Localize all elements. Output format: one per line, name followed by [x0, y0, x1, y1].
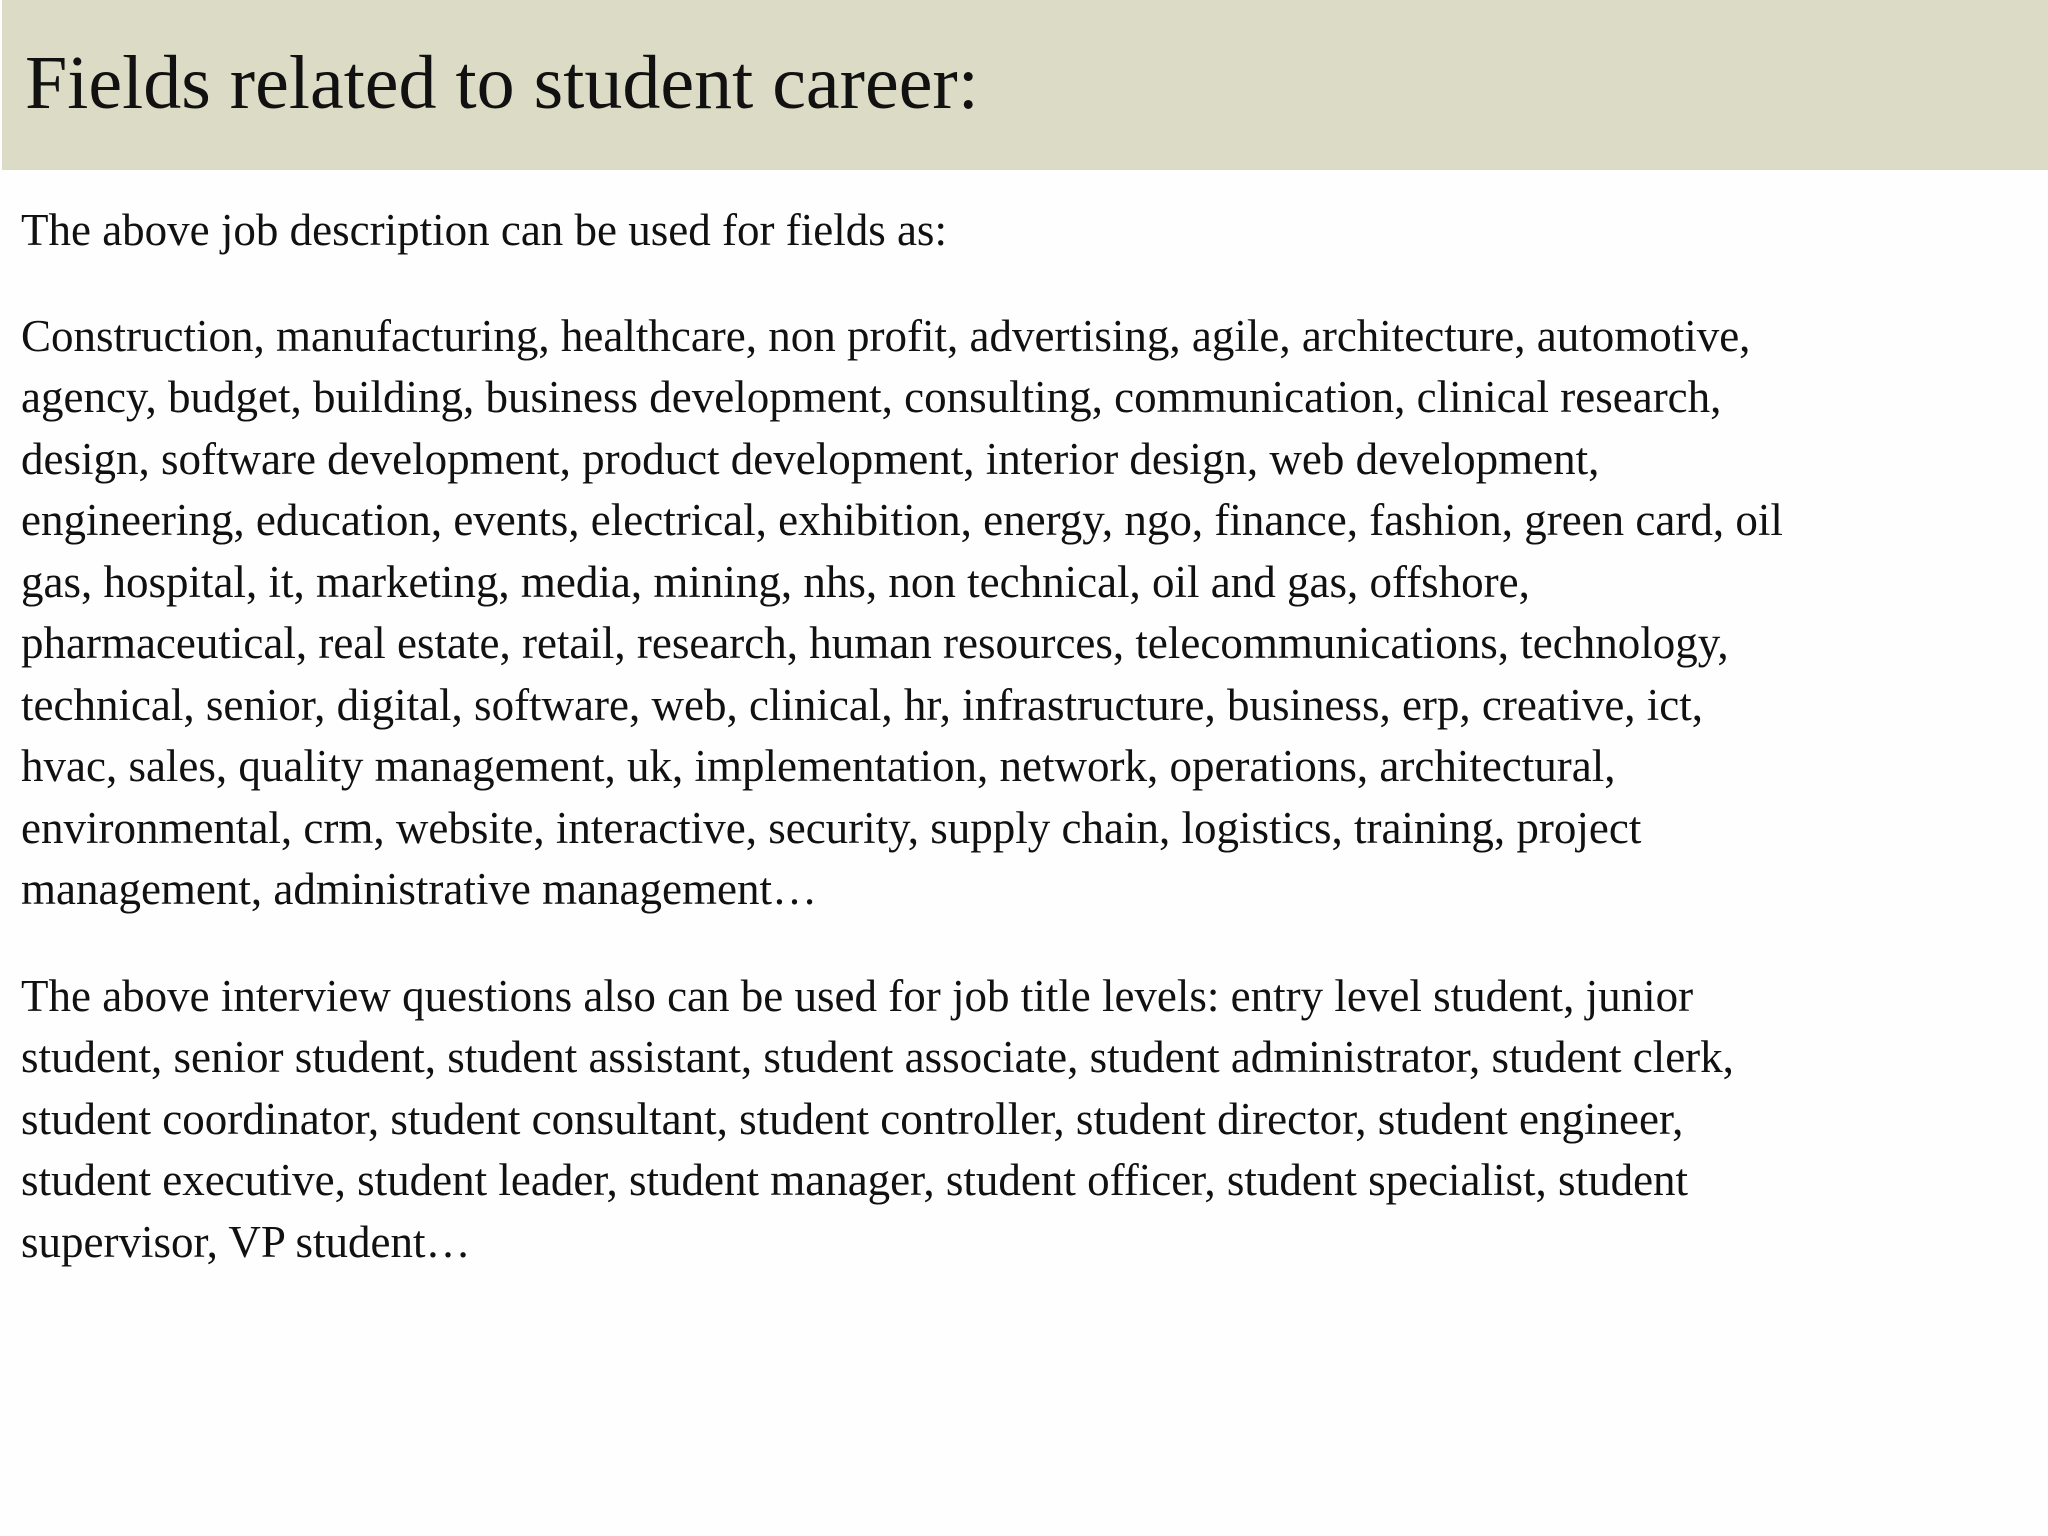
job-levels-line: student coordinator, student consultant, student controller, student director, student engineer, [21, 1093, 1684, 1144]
fields-line: pharmaceutical, real estate, retail, research, human resources, telecommunications, technology, [21, 618, 1729, 668]
fields-line: engineering, education, events, electrical, exhibition, energy, ngo, finance, fashion, green card, oil [21, 495, 1783, 545]
fields-line: Construction, manufacturing, healthcare, non profit, advertising, agile, architecture, automotive, [21, 310, 1751, 361]
fields-line: gas, hospital, it, marketing, media, mining, nhs, non technical, oil and gas, offshore, [21, 556, 1530, 607]
job-levels-line: supervisor, VP student… [21, 1216, 471, 1267]
page-title: Fields related to student career: [25, 41, 979, 125]
slide-body [21, 200, 2031, 1273]
job-levels-line: The above interview questions also can be used for job title levels: entry level student, junior [21, 970, 1694, 1021]
fields-line: design, software development, product development, interior design, web development, [21, 433, 1600, 484]
job-levels-line: student, senior student, student assistant, student associate, student administrator, student clerk, [21, 1032, 1734, 1082]
fields-line: environmental, crm, website, interactive, security, supply chain, logistics, training, project [21, 802, 1642, 853]
fields-paragraph [21, 306, 2031, 921]
fields-line: management, administrative management… [21, 864, 817, 914]
intro-text: The above job description can be used for fields as: [21, 205, 947, 255]
title-bar [2, 0, 2048, 170]
job-levels-line: student executive, student leader, student manager, student officer, student specialist, student [21, 1155, 1689, 1205]
fields-line: technical, senior, digital, software, web, clinical, hr, infrastructure, business, erp, creative, ict, [21, 679, 1704, 730]
job-levels-paragraph [21, 966, 2031, 1274]
fields-line: agency, budget, building, business development, consulting, communication, clinical research, [21, 372, 1722, 422]
fields-line: hvac, sales, quality management, uk, implementation, network, operations, architectural, [21, 741, 1616, 791]
